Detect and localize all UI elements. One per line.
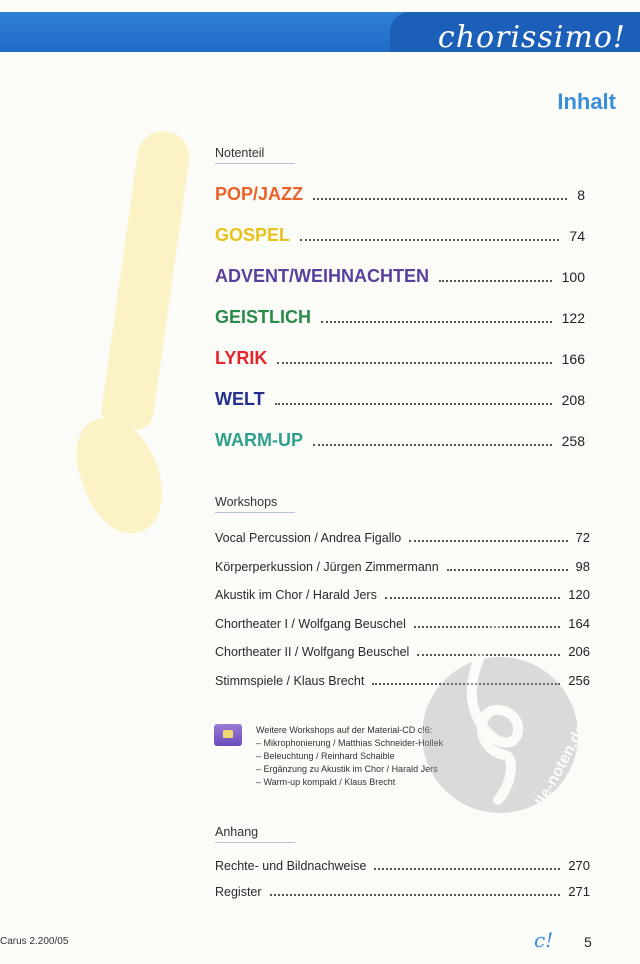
section-heading-notenteil: Notenteil: [215, 146, 265, 160]
dot-leader: [409, 531, 567, 542]
entry-title: Akustik im Chor / Harald Jers: [215, 588, 377, 602]
brand-logo: chorissimo!: [437, 20, 626, 55]
entry-title: Chortheater II / Wolfgang Beuschel: [215, 645, 410, 659]
entry-page-number: 8: [577, 187, 585, 203]
entry-page-number: 270: [568, 858, 590, 873]
entry-page-number: 122: [561, 310, 585, 326]
entry-page-number: 166: [561, 351, 585, 367]
entry-title: WARM-UP: [215, 430, 303, 450]
treble-clef-watermark-icon: [420, 585, 590, 835]
workshop-entry[interactable]: [215, 559, 590, 577]
dot-leader: [277, 350, 551, 364]
section-heading-anhang: Anhang: [215, 825, 259, 839]
entry-title: GOSPEL: [215, 225, 291, 245]
noten-entry[interactable]: [215, 184, 585, 210]
exclamation-decoration-bar: [99, 128, 192, 432]
dot-leader: [374, 859, 560, 870]
entry-title: Register: [215, 885, 262, 899]
noten-entry[interactable]: [215, 430, 585, 456]
watermark-text: alle-noten.de: [528, 721, 590, 817]
section-rule: [215, 842, 295, 843]
entry-title: Körperperkussion / Jürgen Zimmermann: [215, 559, 439, 574]
dot-leader: [270, 885, 561, 896]
anhang-entry[interactable]: [215, 858, 590, 876]
page-number: 5: [584, 934, 592, 950]
entry-page-number: 120: [568, 587, 590, 602]
workshop-entry[interactable]: [215, 530, 590, 548]
noten-entry[interactable]: [215, 225, 585, 251]
entry-page-number: 100: [561, 269, 585, 285]
cd-item: – Warm-up kompakt / Klaus Brecht: [256, 777, 396, 787]
dot-leader: [321, 309, 552, 323]
noten-entry[interactable]: [215, 266, 585, 292]
entry-title: Stimmspiele / Klaus Brecht: [215, 673, 365, 688]
entry-page-number: 271: [568, 884, 590, 899]
cd-workshops-note: [256, 724, 443, 789]
anhang-entry[interactable]: [215, 884, 590, 902]
entry-title: ADVENT/WEIHNACHTEN: [215, 266, 429, 286]
noten-entry[interactable]: [215, 389, 585, 415]
entry-title: LYRIK: [215, 348, 268, 368]
cd-item: – Ergänzung zu Akustik im Chor / Harald Jers: [256, 764, 438, 774]
entry-page-number: 72: [575, 530, 590, 545]
cd-folder-icon: [214, 724, 242, 746]
entry-page-number: 74: [569, 228, 585, 244]
dot-leader: [313, 186, 567, 200]
section-rule: [215, 512, 295, 513]
footer-logo: c!: [534, 928, 554, 952]
section-heading-workshops: Workshops: [215, 495, 278, 509]
entry-page-number: 206: [568, 644, 590, 659]
entry-page-number: 98: [575, 558, 590, 574]
dot-leader: [300, 227, 559, 241]
page-title: Inhalt: [557, 89, 616, 114]
cd-intro: Weitere Workshops auf der Material-CD c!6:: [256, 725, 433, 735]
entry-title: Chortheater I / Wolfgang Beuschel: [215, 616, 406, 631]
cd-item: – Beleuchtung / Reinhard Schaible: [256, 751, 395, 761]
dot-leader: [275, 391, 552, 405]
entry-title: Rechte- und Bildnachweise: [215, 859, 367, 873]
noten-entry[interactable]: [215, 307, 585, 333]
entry-page-number: 258: [561, 433, 585, 449]
footer-edition: Carus 2.200/05: [0, 936, 69, 947]
entry-page-number: 208: [561, 392, 585, 408]
dot-leader: [313, 432, 552, 446]
exclamation-decoration-dot: [64, 406, 176, 545]
cd-item: – Mikrophonierung / Matthias Schneider-Hollek: [256, 738, 444, 748]
entry-page-number: 164: [568, 615, 590, 631]
dot-leader: [447, 560, 568, 571]
entry-page-number: 256: [568, 672, 590, 688]
noten-entry[interactable]: [215, 348, 585, 374]
entry-title: Vocal Percussion / Andrea Figallo: [215, 531, 402, 545]
entry-title: GEISTLICH: [215, 307, 312, 327]
entry-title: WELT: [215, 389, 265, 409]
entry-title: POP/JAZZ: [215, 184, 304, 204]
section-rule: [215, 163, 295, 164]
dot-leader: [439, 268, 552, 282]
